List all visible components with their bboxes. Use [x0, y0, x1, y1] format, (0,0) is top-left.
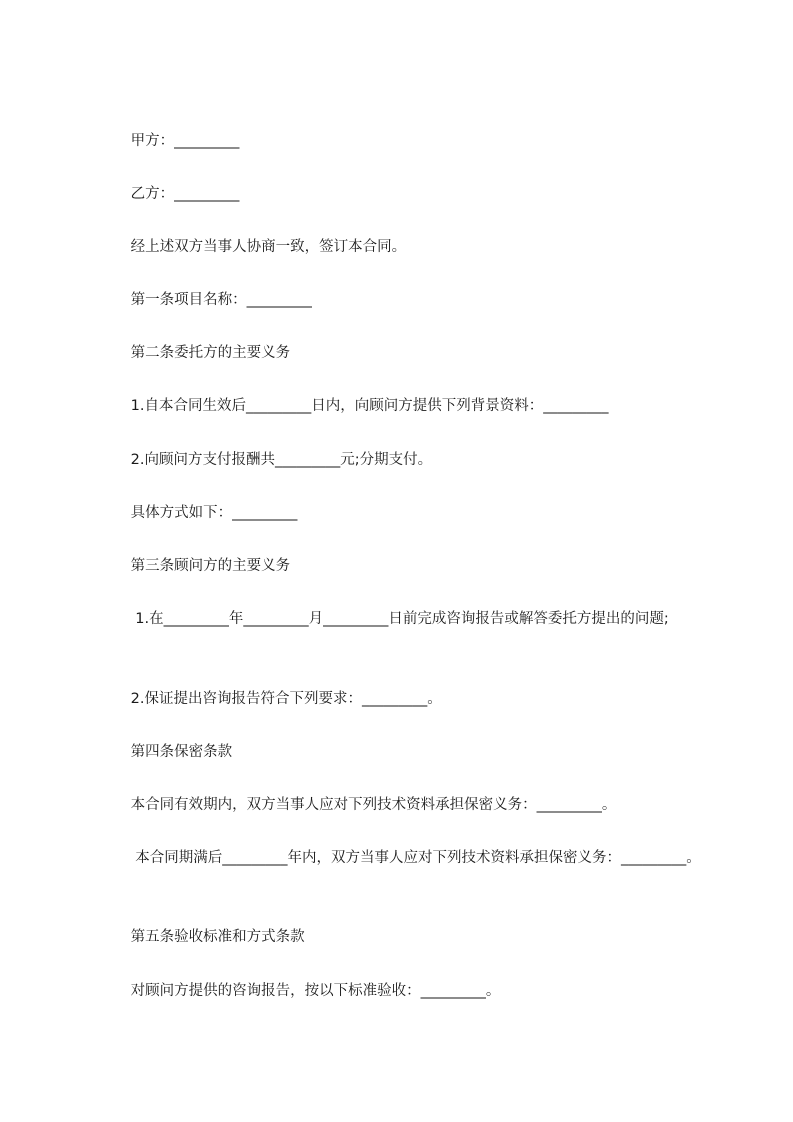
- article-3-item-1: 1.在_________年_________月_________日前完成咨询报告或解答委托方提出的问题;: [103, 611, 669, 627]
- party-b-line: 乙方：_________: [103, 186, 240, 202]
- acceptance-standard-line: 对顾问方提供的咨询报告，按以下标准验收：_________。: [103, 983, 501, 999]
- article-2-item-2: 2.向顾问方支付报酬共_________元;分期支付。: [103, 452, 433, 468]
- article-4-heading: 第四条保密条款: [103, 744, 233, 760]
- payment-method-line: 具体方式如下：_________: [103, 505, 298, 521]
- article-2-item-1: 1.自本合同生效后_________日内，向顾问方提供下列背景资料：_________: [103, 398, 609, 414]
- article-1-project-name: 第一条项目名称：_________: [103, 292, 312, 308]
- party-a-line: 甲方：_________: [103, 133, 240, 149]
- article-3-item-2: 2.保证提出咨询报告符合下列要求：_________。: [103, 691, 442, 707]
- article-5-heading: 第五条验收标准和方式条款: [103, 929, 305, 945]
- agreement-statement: 经上述双方当事人协商一致，签订本合同。: [103, 239, 407, 255]
- confidentiality-after-term: 本合同期满后_________年内，双方当事人应对下列技术资料承担保密义务：_________。: [103, 850, 701, 866]
- article-3-heading: 第三条顾问方的主要义务: [103, 558, 291, 574]
- article-2-heading: 第二条委托方的主要义务: [103, 345, 291, 361]
- confidentiality-during-term: 本合同有效期内，双方当事人应对下列技术资料承担保密义务：_________。: [103, 797, 617, 813]
